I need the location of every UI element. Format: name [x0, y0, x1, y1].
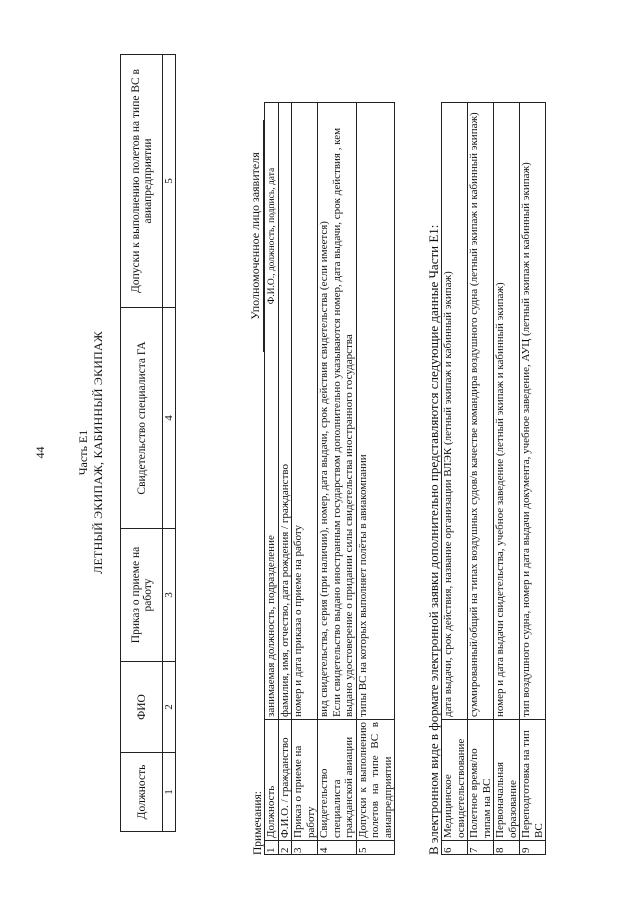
notes-row — [265, 103, 279, 855]
electronic-row — [494, 103, 520, 855]
column-number: 4 — [163, 308, 176, 529]
column-number: 1 — [163, 753, 176, 832]
page-number: 44 — [33, 446, 47, 459]
notes-title: Примечания: — [252, 791, 264, 855]
note-field-name: Допуски к выполнению полетов на типе ВС в авиапредприятии — [356, 720, 395, 841]
section-title: ЛЕТНЫЙ ЭКИПАЖ, КАБИННЫЙ ЭКИПАЖ — [91, 331, 105, 574]
electronic-field-description: тип воздушного судна, номер и дата выдачи документа, учебное заведение, АУЦ (летный экипаж и кабинный экипаж) — [520, 103, 546, 720]
notes-row — [292, 103, 318, 855]
note-number: 3 — [292, 841, 318, 855]
note-field-description: занимаемая должность, подразделение — [265, 103, 279, 720]
note-field-description: номер и дата приказа о приеме на работу — [292, 103, 318, 720]
electronic-field-description: дата выдачи, срок действия, название организации ВЛЭК (летный экипаж и кабинный экипаж) — [442, 103, 468, 720]
electronic-row-number: 7 — [468, 841, 494, 855]
column-number: 2 — [163, 662, 176, 753]
electronic-field-name: Полетное время/по типам на ВС — [468, 720, 494, 841]
signature-label: Уполномоченное лицо заявителя — [248, 152, 262, 320]
foreign-certificate-note: Если свидетельство выдано иностранным государством дополнительно указываются номер, дата выдачи, срок действия , кем выдано удостоверение о придании силы свидетельства иностранного государства — [330, 127, 355, 717]
note-number: 2 — [278, 841, 292, 855]
note-field-description: фамилия, имя, отчество, дата рождения / гражданство — [278, 103, 292, 720]
notes-row — [278, 103, 292, 855]
crew-table-header-row — [121, 55, 163, 832]
column-header-hiring-order: Приказ о приеме на работу — [121, 529, 163, 662]
part-title: Часть Е1 — [76, 429, 90, 476]
electronic-row-number: 6 — [442, 841, 468, 855]
note-field-description: типы ВС на которых выполняет полёты в авиакомпании — [356, 103, 395, 720]
electronic-row-number: 8 — [494, 841, 520, 855]
electronic-field-name: Медицинское освидетельствование — [442, 720, 468, 841]
note-number: 1 — [265, 841, 279, 855]
electronic-data-intro: В электронном виде в формате электронной заявки дополнительно представляются следующие данные Части Е1: — [426, 224, 441, 855]
note-field-name: Приказ о приеме на работу — [292, 720, 318, 841]
column-header-admission: Допуски к выполнению полетов на типе ВС в авиапредприятии — [121, 55, 163, 308]
column-number: 3 — [163, 529, 176, 662]
notes-row — [318, 103, 357, 855]
electronic-field-description: номер и дата выдачи свидетельства, учебное заведение (летный экипаж и кабинный экипаж) — [494, 103, 520, 720]
note-field-name: Свидетельство специалиста гражданской авиации — [318, 720, 357, 841]
electronic-field-name: Первоначальная образование — [494, 720, 520, 841]
notes-table — [264, 102, 395, 855]
electronic-row — [468, 103, 494, 855]
electronic-row — [442, 103, 468, 855]
electronic-row — [520, 103, 546, 855]
note-field-name: Должность — [265, 720, 279, 841]
electronic-data-table — [441, 102, 546, 855]
signature-caption: Ф.И.О., должность, подпись, дата — [267, 167, 277, 305]
electronic-row-number: 9 — [520, 841, 546, 855]
crew-table-number-row — [163, 55, 176, 832]
note-number: 5 — [356, 841, 395, 855]
note-field-name: Ф.И.О. / гражданство — [278, 720, 292, 841]
column-header-name: ФИО — [121, 662, 163, 753]
crew-table — [120, 54, 176, 832]
certificate-description: вид свидетельства, серия (при наличии), номер, дата выдачи, срок действия свидетельства (если имеется) — [318, 221, 330, 717]
note-field-description — [318, 103, 357, 720]
electronic-field-description: суммированный/общий на типах воздушных судов/в качестве командира воздушного судна (летный экипаж и кабинный экипаж) — [468, 103, 494, 720]
notes-row — [356, 103, 395, 855]
column-header-position: Должность — [121, 753, 163, 832]
note-number: 4 — [318, 841, 357, 855]
electronic-field-name: Переподготовка на тип ВС — [520, 720, 546, 841]
column-number: 5 — [163, 55, 176, 308]
column-header-certificate: Свидетельство специалиста ГА — [121, 308, 163, 529]
